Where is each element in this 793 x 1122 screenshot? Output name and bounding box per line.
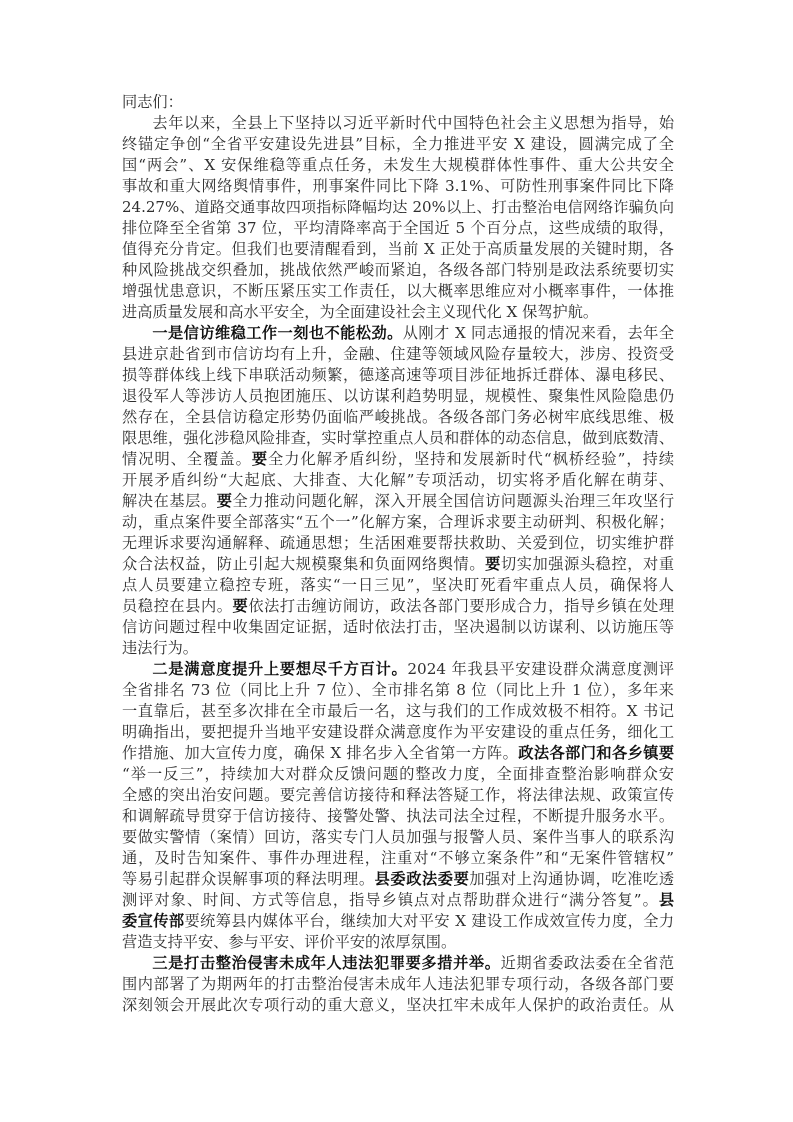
- text-line: [122, 995, 674, 1016]
- body-text: 无理诉求要沟通解释、疏通思想；生活困难要帮扶救助、关爱到位，切实维护群: [122, 534, 674, 552]
- text-line: [122, 890, 674, 911]
- body-text: 限思维，强化涉稳风险排查，实时掌控重点人员和群体的动态信息，做到底数清、: [122, 429, 674, 447]
- body-text: 损等群体线上线下串联活动频繁，德遂高速等项目涉征地拆迁群体、瀑电移民、: [122, 366, 674, 384]
- emphasis-text: 要: [232, 597, 249, 615]
- paragraph: [122, 113, 674, 323]
- body-text: 事故和重大网络舆情事件，刑事案件同比下降 3.1%、可防性刑事案件同比下降: [122, 177, 674, 195]
- text-line: [122, 806, 674, 827]
- body-text: 营造支持平安、参与平安、评价平安的浓厚氛围。: [122, 933, 457, 951]
- text-line: [122, 344, 674, 365]
- body-text: 测评对象、时间、方式等信息，指导乡镇点对点帮助群众进行“满分答复”。: [122, 891, 659, 909]
- text-line: [122, 554, 674, 575]
- body-text: 去年以来，全县上下坚持以习近平新时代中国特色社会主义思想为指导，始: [152, 114, 674, 132]
- body-text: 点人员要建立稳控专班，落实“一日三见”，坚决盯死看牢重点人员，确保将人: [122, 576, 674, 594]
- text-line: [122, 701, 674, 722]
- text-line: [122, 239, 674, 260]
- text-line: [122, 764, 674, 785]
- body-text: 开展矛盾纠纷“大起底、大排查、大化解”专项活动，切实将矛盾化解在萌芽、: [122, 471, 674, 489]
- body-text: 全感的突出治安问题。要完善信访接待和释法答疑工作，将法律法规、政策宣传: [122, 786, 674, 804]
- emphasis-text: 要: [485, 555, 501, 573]
- body-text: 和调解疏导贯穿于信访接待、接警处警、执法司法全过程，不断提升服务水平。: [122, 807, 674, 825]
- body-text: 国“两会”、X 安保维稳等重点任务，未发生大规模群体性事件、重大公共安全: [122, 156, 674, 174]
- text-line: [122, 470, 674, 491]
- text-line: [122, 953, 674, 974]
- body-text: 全力化解矛盾纠纷，坚持和发展新时代“枫桥经验”，持续: [268, 450, 675, 468]
- body-text: 作措施、加大宣传力度，确保 X 排名步入全省第一方阵。: [122, 744, 519, 762]
- body-text: 要统筹县内媒体平台，继续加大对平安 X 建设工作成效宣传力度，全力: [184, 912, 675, 930]
- text-line: [122, 134, 674, 155]
- emphasis-text: 要: [251, 450, 269, 468]
- body-text: 切实加强源头稳控，对重: [500, 555, 675, 573]
- body-text: 值得充分肯定。但我们也要清醒看到，当前 X 正处于高质量发展的关键时期，各: [122, 240, 674, 258]
- salutation: [122, 92, 674, 113]
- text-line: [122, 386, 674, 407]
- body-text: 然存在，全县信访稳定形势仍面临严峻挑战。各级各部门务必树牢底线思维、极: [122, 408, 674, 426]
- paragraph: [122, 323, 674, 659]
- body-text: 种风险挑战交织叠加，挑战依然严峻而紧迫，各级各部门特别是政法系统要切实: [122, 261, 674, 279]
- paragraph: [122, 953, 674, 1016]
- body-text: 信访问题过程中收集固定证据，适时依法打击，坚决遏制以访谋利、以访施压等: [122, 618, 674, 636]
- body-text: 众合法权益，防止引起大规模聚集和负面网络舆情。: [122, 555, 486, 573]
- text-line: [122, 974, 674, 995]
- body-text: 终锚定争创“全省平安建设先进县”目标，全力推进平安 X 建设，圆满完成了全: [122, 135, 674, 153]
- body-text: 动，重点案件要全部落实“五个一”化解方案，合理诉求要主动研判、积极化解；: [122, 513, 674, 531]
- text-line: [122, 428, 674, 449]
- body-text: 员稳控在县内。: [122, 597, 233, 615]
- emphasis-text: 二是满意度提升上要想尽千方百计。: [152, 660, 408, 678]
- body-text: 依法打击缠访闹访，政法各部门要形成合力，指导乡镇在处理: [248, 597, 675, 615]
- text-line: [122, 722, 674, 743]
- body-text: 退役军人等涉访人员抱团施压、以访谋利趋势明显，规模性、聚集性风险隐患仍: [122, 387, 674, 405]
- body-text: 24.27%、道路交通事故四项指标降幅均达 20%以上、打击整治电信网络诈骗负向: [122, 198, 674, 216]
- body-text: 排位降至全省第 37 位，平均清降率高于全国近 5 个百分点，这些成绩的取得，: [122, 219, 674, 237]
- emphasis-text: 委宣传部: [122, 912, 185, 930]
- emphasis-text: 县委政法委要: [374, 870, 470, 888]
- text-line: [122, 680, 674, 701]
- text-line: [122, 743, 674, 764]
- text-line: [122, 281, 674, 302]
- text-line: [122, 659, 674, 680]
- text-line: [122, 155, 674, 176]
- text-line: [122, 113, 674, 134]
- body-text: 等易引起群众误解事项的释法明理。: [122, 870, 375, 888]
- body-text: 解决在基层。: [122, 492, 217, 510]
- body-text: 围内部署了为期两年的打击整治侵害未成年人违法犯罪专项行动，各级各部门要: [122, 975, 674, 993]
- text-line: [122, 92, 674, 113]
- body-text: 深刻领会开展此次专项行动的重大意义，坚决扛牢未成年人保护的政治责任。从: [122, 996, 674, 1014]
- body-text: 进高质量发展和高水平安全，为全面建设社会主义现代化 X 保驾护航。: [122, 303, 599, 321]
- body-text: 全力推动问题化解，深入开展全国信访问题源头治理三年攻坚行: [232, 492, 675, 510]
- emphasis-text: 县: [658, 891, 674, 909]
- text-line: [122, 491, 674, 512]
- text-line: [122, 218, 674, 239]
- text-line: [122, 638, 674, 659]
- body-text: 违法行为。: [122, 639, 198, 657]
- body-text: 情况明、全覆盖。: [122, 450, 252, 468]
- body-text: 一直靠后，甚至多次排在全市最后一名，这与我们的工作成效极不相符。X 书记: [122, 702, 674, 720]
- emphasis-text: 政法各部门和各乡镇要: [518, 744, 675, 762]
- text-line: [122, 785, 674, 806]
- text-line: [122, 260, 674, 281]
- text-line: [122, 449, 674, 470]
- emphasis-text: 一是信访维稳工作一刻也不能松劲。: [152, 324, 403, 342]
- body-text: 2024 年我县平安建设群众满意度测评: [407, 660, 674, 678]
- text-line: [122, 827, 674, 848]
- text-line: [122, 407, 674, 428]
- text-line: [122, 512, 674, 533]
- body-text: 通，及时告知案件、事件办理进程，注重对“不够立案条件”和“无案件管辖权”: [122, 849, 674, 867]
- paragraph: [122, 659, 674, 953]
- text-line: [122, 617, 674, 638]
- body-text: 全省排名 73 位（同比上升 7 位）、全市排名第 8 位（同比上升 1 位），多年来: [122, 681, 674, 699]
- text-line: [122, 869, 674, 890]
- body-text: 近期省委政法委在全省范: [500, 954, 675, 972]
- body-text: 增强忧患意识，不断压紧压实工作责任，以大概率思维应对小概率事件，一体推: [122, 282, 674, 300]
- text-line: [122, 323, 674, 344]
- body-text: 同志们：: [122, 93, 183, 111]
- text-line: [122, 302, 674, 323]
- text-line: [122, 197, 674, 218]
- body-text: 从刚才 X 同志通报的情况来看，去年全: [402, 324, 675, 342]
- text-line: [122, 911, 674, 932]
- emphasis-text: 三是打击整治侵害未成年人违法犯罪要多措并举。: [152, 954, 501, 972]
- text-line: [122, 575, 674, 596]
- document-body: [122, 92, 674, 1016]
- text-line: [122, 176, 674, 197]
- text-line: [122, 848, 674, 869]
- body-text: “举一反三”，持续加大对群众反馈问题的整改力度，全面排查整治影响群众安: [122, 765, 674, 783]
- body-text: 加强对上沟通协调，吃准吃透: [469, 870, 675, 888]
- body-text: 明确指出，要把提升当地平安建设群众满意度作为平安建设的重点任务，细化工: [122, 723, 674, 741]
- text-line: [122, 365, 674, 386]
- text-line: [122, 596, 674, 617]
- body-text: 要做实警情（案情）回访，落实专门人员加强与报警人员、案件当事人的联系沟: [122, 828, 674, 846]
- text-line: [122, 533, 674, 554]
- text-line: [122, 932, 674, 953]
- body-text: 县进京赴省到市信访均有上升，金融、住建等领域风险存量较大，涉房、投资受: [122, 345, 674, 363]
- emphasis-text: 要: [216, 492, 233, 510]
